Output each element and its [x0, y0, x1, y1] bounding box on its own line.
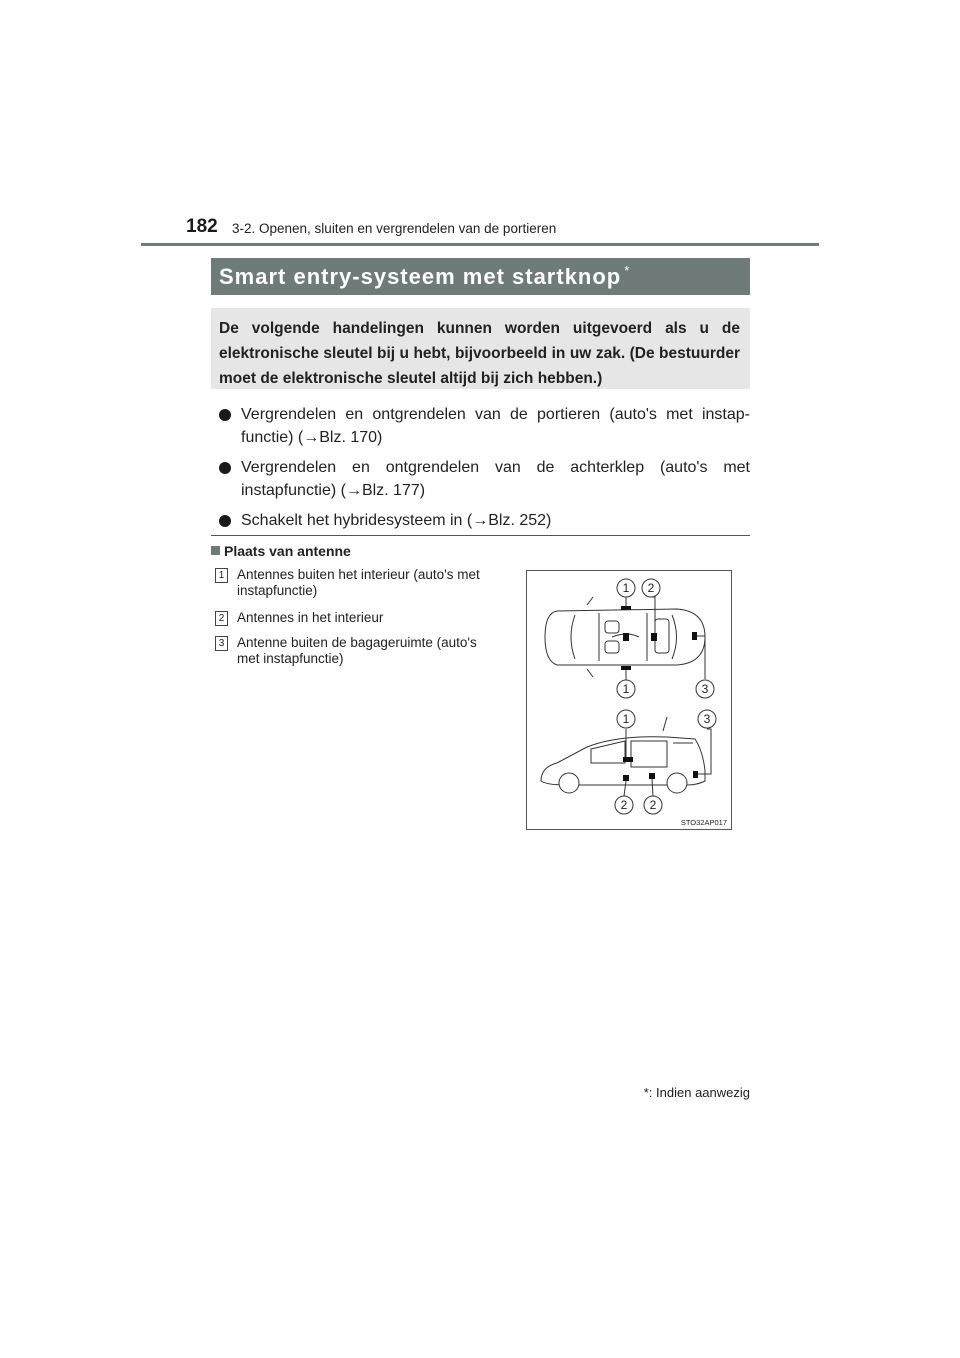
legend-item-3 [215, 635, 495, 667]
callout-1: 1 [622, 712, 630, 726]
header-rule [141, 243, 819, 246]
callout-3: 3 [703, 712, 711, 726]
section-title-banner [211, 258, 750, 295]
callout-1: 1 [622, 682, 630, 696]
list-item: Vergrendelen en ontgrendelen van de portieren (auto's met instap-functie) (→Blz. 170) [217, 403, 750, 449]
page-number: 182 [186, 216, 218, 237]
bullet-icon [219, 409, 231, 421]
title-footnote-mark: * [624, 263, 631, 278]
figure-code: STO32AP017 [680, 818, 727, 827]
callout-2: 2 [649, 798, 657, 812]
car-diagram-illustration [527, 571, 731, 829]
footnote: *: Indien aanwezig [643, 1085, 750, 1100]
legend-number: 3 [215, 636, 228, 651]
legend-text: Antennes in het interieur [237, 610, 384, 625]
callout-2: 2 [620, 798, 628, 812]
subsection-heading: Plaats van antenne [211, 543, 351, 559]
list-item: Vergrendelen en ontgrendelen van de achterklep (auto's met instapfunctie) (→Blz. 177) [217, 456, 750, 502]
section-title: Smart entry-systeem met startknop [219, 263, 622, 289]
car-side-view-icon [541, 717, 705, 793]
legend-number: 2 [215, 611, 228, 626]
bullet-icon [219, 515, 231, 527]
intro-text: De volgende handelingen kunnen worden uitgevoerd als u de elektronische sleutel bij u hebt, bijvoorbeeld in uw zak. (De bestuurder moet de elektronische sleutel altijd bij zich hebben.) [219, 320, 740, 387]
square-bullet-icon [211, 546, 220, 555]
legend-text: Antenne buiten de bagageruimte (auto's met instapfunctie) [237, 635, 477, 666]
legend-item-1 [215, 567, 495, 599]
breadcrumb: 3-2. Openen, sluiten en vergrendelen van de portieren [232, 221, 557, 236]
feature-list [217, 403, 750, 539]
antenna-location-figure [526, 570, 732, 830]
legend-number: 1 [215, 568, 228, 583]
section-divider [211, 535, 750, 536]
intro-box [211, 308, 750, 389]
list-item: Schakelt het hybridesysteem in (→Blz. 252) [217, 509, 750, 532]
legend-text: Antennes buiten het interieur (auto's met instapfunctie) [237, 567, 480, 598]
legend-item-2 [215, 610, 495, 626]
callout-3: 3 [701, 682, 709, 696]
callout-2: 2 [647, 581, 655, 595]
bullet-icon [219, 462, 231, 474]
callout-1: 1 [622, 581, 630, 595]
